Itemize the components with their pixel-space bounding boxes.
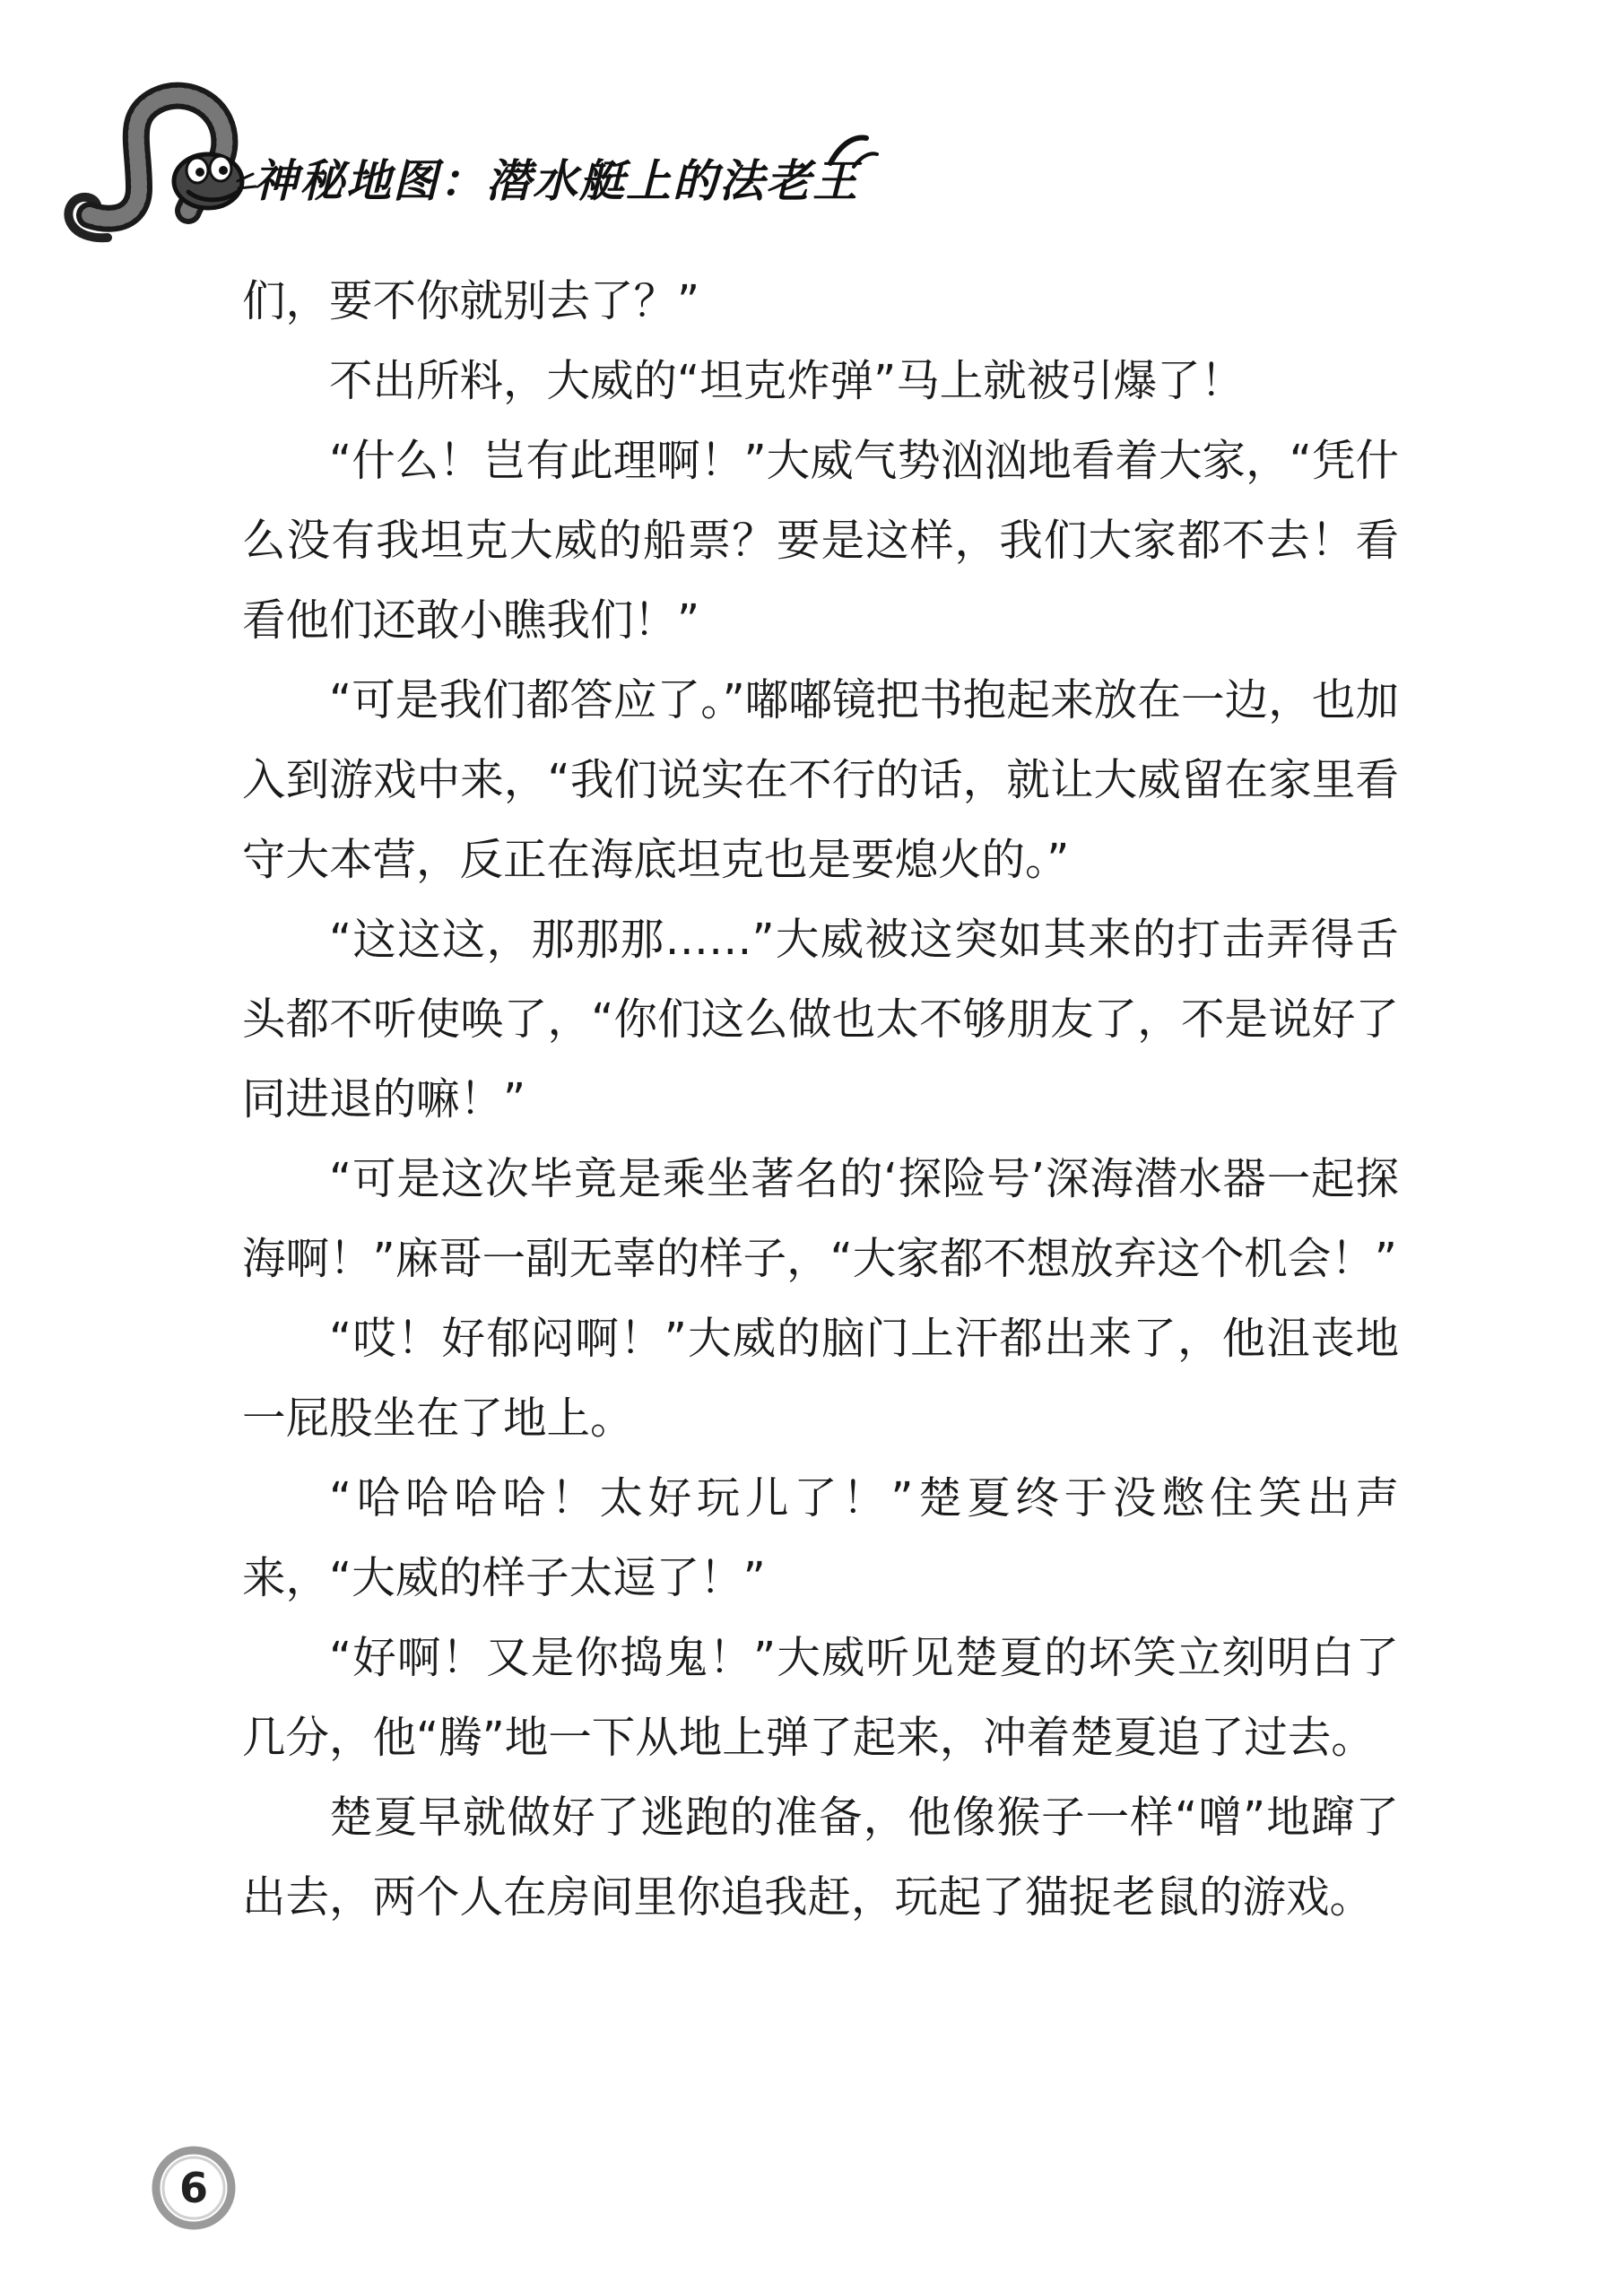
paragraph: “可是这次毕竟是乘坐著名的‘探险号’深海潜水器一起探海啊！”麻哥一副无辜的样子，“大家都不想放弃这个机会！” — [242, 1154, 1399, 1284]
body-text — [242, 262, 1399, 1938]
page-number — [151, 2145, 237, 2231]
paragraph: “什么！岂有此理啊！”大威气势汹汹地看着大家，“凭什么没有我坦克大威的船票？要是这样，我们大家都不去！看看他们还敢小瞧我们！” — [242, 436, 1399, 646]
eel-mascot-icon — [54, 81, 260, 260]
paragraph: “可是我们都答应了。”嘟嘟镜把书抱起来放在一边，也加入到游戏中来，“我们说实在不行的话，就让大威留在家里看守大本营，反正在海底坦克也是要熄火的。” — [242, 675, 1399, 885]
paragraph: 不出所料，大威的“坦克炸弹”马上就被引爆了！ — [329, 356, 1245, 406]
page-number-value: 6 — [178, 2164, 208, 2212]
running-header-title: 神秘地图：潜水艇上的法老王 — [253, 155, 859, 207]
paragraph: 们，要不你就别去了？” — [242, 276, 700, 326]
paragraph: “好啊！又是你捣鬼！”大威听见楚夏的坏笑立刻明白了几分，他“腾”地一下从地上弹了起来，冲着楚夏追了过去。 — [242, 1633, 1399, 1763]
paragraph: “哎！好郁闷啊！”大威的脑门上汗都出来了，他沮丧地一屁股坐在了地上。 — [242, 1314, 1399, 1444]
paragraph: 楚夏早就做好了逃跑的准备，他像猴子一样“噌”地蹿了出去，两个人在房间里你追我赶，玩起了猫捉老鼠的游戏。 — [242, 1793, 1399, 1923]
swoosh-icon — [827, 127, 881, 172]
paragraph: “哈哈哈哈！太好玩儿了！”楚夏终于没憋住笑出声来，“大威的样子太逗了！” — [242, 1473, 1399, 1603]
paragraph: “这这这，那那那……”大威被这突如其来的打击弄得舌头都不听使唤了，“你们这么做也太不够朋友了，不是说好了同进退的嘛！” — [242, 915, 1399, 1124]
page-header — [54, 81, 861, 260]
